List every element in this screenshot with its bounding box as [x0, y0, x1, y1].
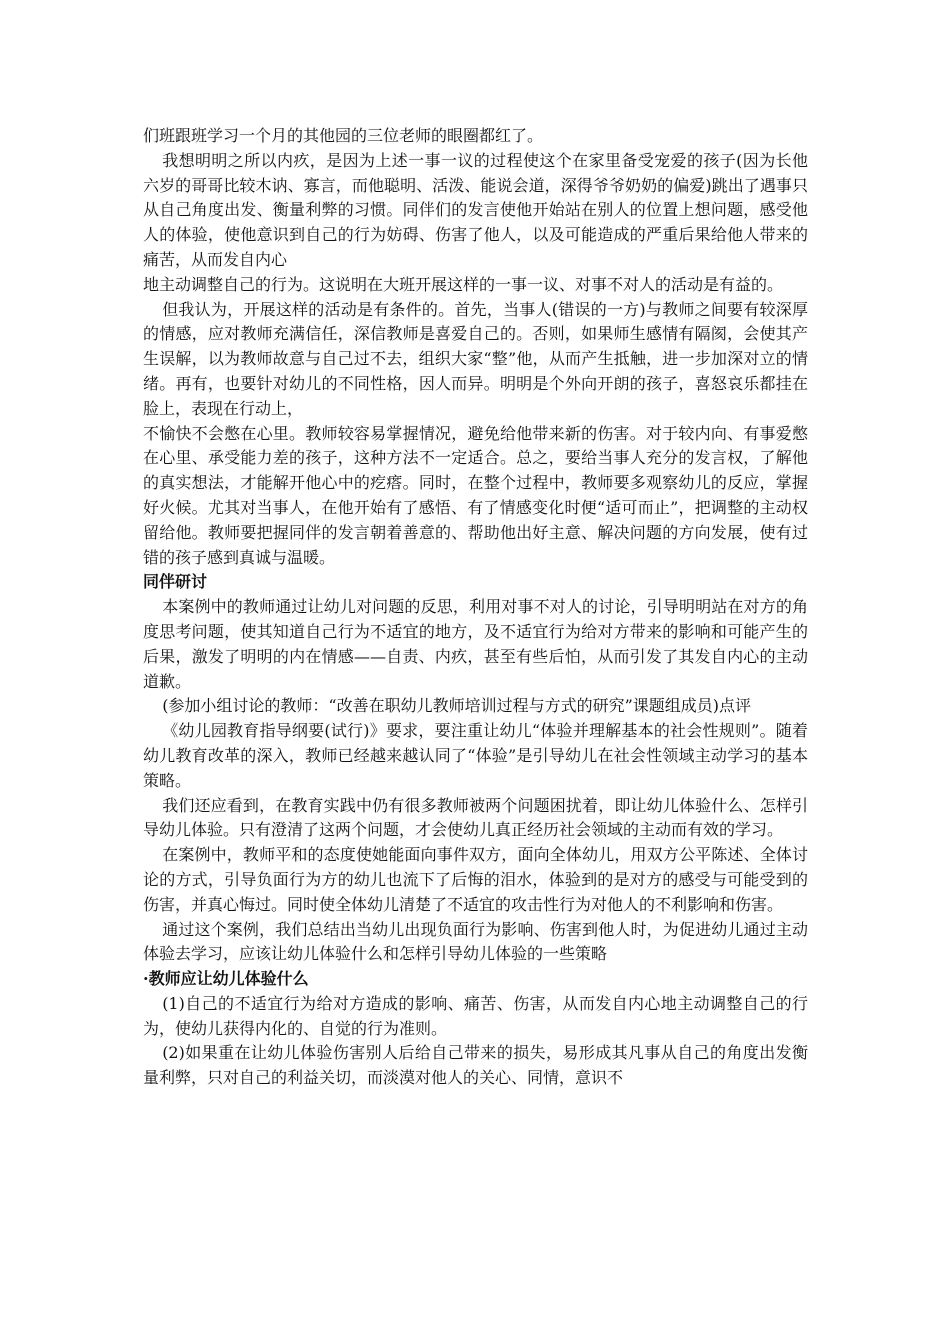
discussion-paragraph: 本案例中的教师通过让幼儿对问题的反思，利用对事不对人的讨论，引导明明站在对方的角度思考问题，使其知道自己行为不适宜的地方，及不适宜行为给对方带来的影响和可能产生的后果，激发了明明的内在情感——自责、内疚，甚至有些后怕，从而引发了其发自内心的主动道歉。 — [143, 597, 808, 691]
discussion-paragraph: 《幼儿园教育指导纲要(试行)》要求，要注重让幼儿“体验并理解基本的社会性规则”。随着幼儿教育改革的深入，教师已经越来越认同了“体验”是引导幼儿在社会性领域主动学习的基本策略。 — [143, 721, 808, 790]
paragraph-continuation: 们班跟班学习一个月的其他园的三位老师的眼圈都红了。 — [143, 126, 544, 145]
document-body — [143, 124, 808, 1091]
strategy-point: (1)自己的不适宜行为给对方造成的影响、痛苦、伤害，从而发自内心地主动调整自己的行为，使幼儿获得内化的、自觉的行为准则。 — [143, 993, 808, 1038]
discussion-paragraph: 通过这个案例，我们总结出当幼儿出现负面行为影响、伤害到他人时，为促进幼儿通过主动体验去学习，应该让幼儿体验什么和怎样引导幼儿体验的一些策略 — [143, 919, 808, 964]
subheading: ·教师应让幼儿体验什么 — [143, 969, 309, 989]
paragraph-reflection: 我想明明之所以内疚，是因为上述一事一议的过程使这个在家里备受宠爱的孩子(因为长他六岁的哥哥比较木讷、寡言，而他聪明、活泼、能说会道，深得爷爷奶奶的偏爱)跳出了遇事只从自己角度出发、衡量利弊的习惯。同伴们的发言使他开始站在别人的位置上想问题，感受他人的体验，使他意识到自己的行为妨碍、伤害了他人，以及可能造成的严重后果给他人带来的痛苦，从而发自内心 — [143, 150, 808, 269]
paragraph-conditions: 但我认为，开展这样的活动是有条件的。首先，当事人(错误的一方)与教师之间要有较深厚的情感，应对教师充满信任，深信教师是喜爱自己的。否则，如果师生感情有隔阂，会使其产生误解，以为教师故意与自己过不去，组织大家“整”他，从而产生抵触，进一步加深对立的情绪。再有，也要针对幼儿的不同性格，因人而异。明明是个外向开朗的孩子，喜怒哀乐都挂在脸上，表现在行动上， — [143, 299, 808, 418]
discussion-paragraph: 在案例中，教师平和的态度使她能面向事件双方，面向全体幼儿，用双方公平陈述、全体讨论的方式，引导负面行为方的幼儿也流下了后悔的泪水，体验到的是对方的感受与可能受到的伤害，并真心悔过。同时使全体幼儿清楚了不适宜的攻击性行为对他人的不利影响和伤害。 — [143, 845, 808, 914]
section-heading: 同伴研讨 — [143, 572, 208, 592]
strategy-point: (2)如果重在让幼儿体验伤害别人后给自己带来的损失，易形成其凡事从自己的角度出发衡量利弊，只对自己的利益关切，而淡漠对他人的关心、同情，意识不 — [143, 1043, 808, 1088]
discussion-participants: (参加小组讨论的教师：“改善在职幼儿教师培训过程与方式的研究”课题组成员)点评 — [162, 696, 752, 716]
discussion-paragraph: 我们还应看到，在教育实践中仍有很多教师被两个问题困扰着，即让幼儿体验什么、怎样引导幼儿体验。只有澄清了这两个问题，才会使幼儿真正经历社会领域的主动而有效的学习。 — [143, 795, 808, 840]
paragraph-conditions-end: 不愉快不会憋在心里。教师较容易掌握情况，避免给他带来新的伤害。对于较内向、有事爱憋在心里、承受能力差的孩子，这种方法不一定适合。总之，要给当事人充分的发言权，了解他的真实想法，才能解开他心中的疙瘩。同时，在整个过程中，教师要多观察幼儿的反应，掌握好火候。尤其对当事人，在他开始有了感悟、有了情感变化时便“适可而止”，把调整的主动权留给他。教师要把握同伴的发言朝着善意的、帮助他出好主意、解决问题的方向发展，使有过错的孩子感到真诚与温暖。 — [143, 423, 808, 567]
paragraph-reflection-end: 地主动调整自己的行为。这说明在大班开展这样的一事一议、对事不对人的活动是有益的。 — [143, 274, 784, 294]
